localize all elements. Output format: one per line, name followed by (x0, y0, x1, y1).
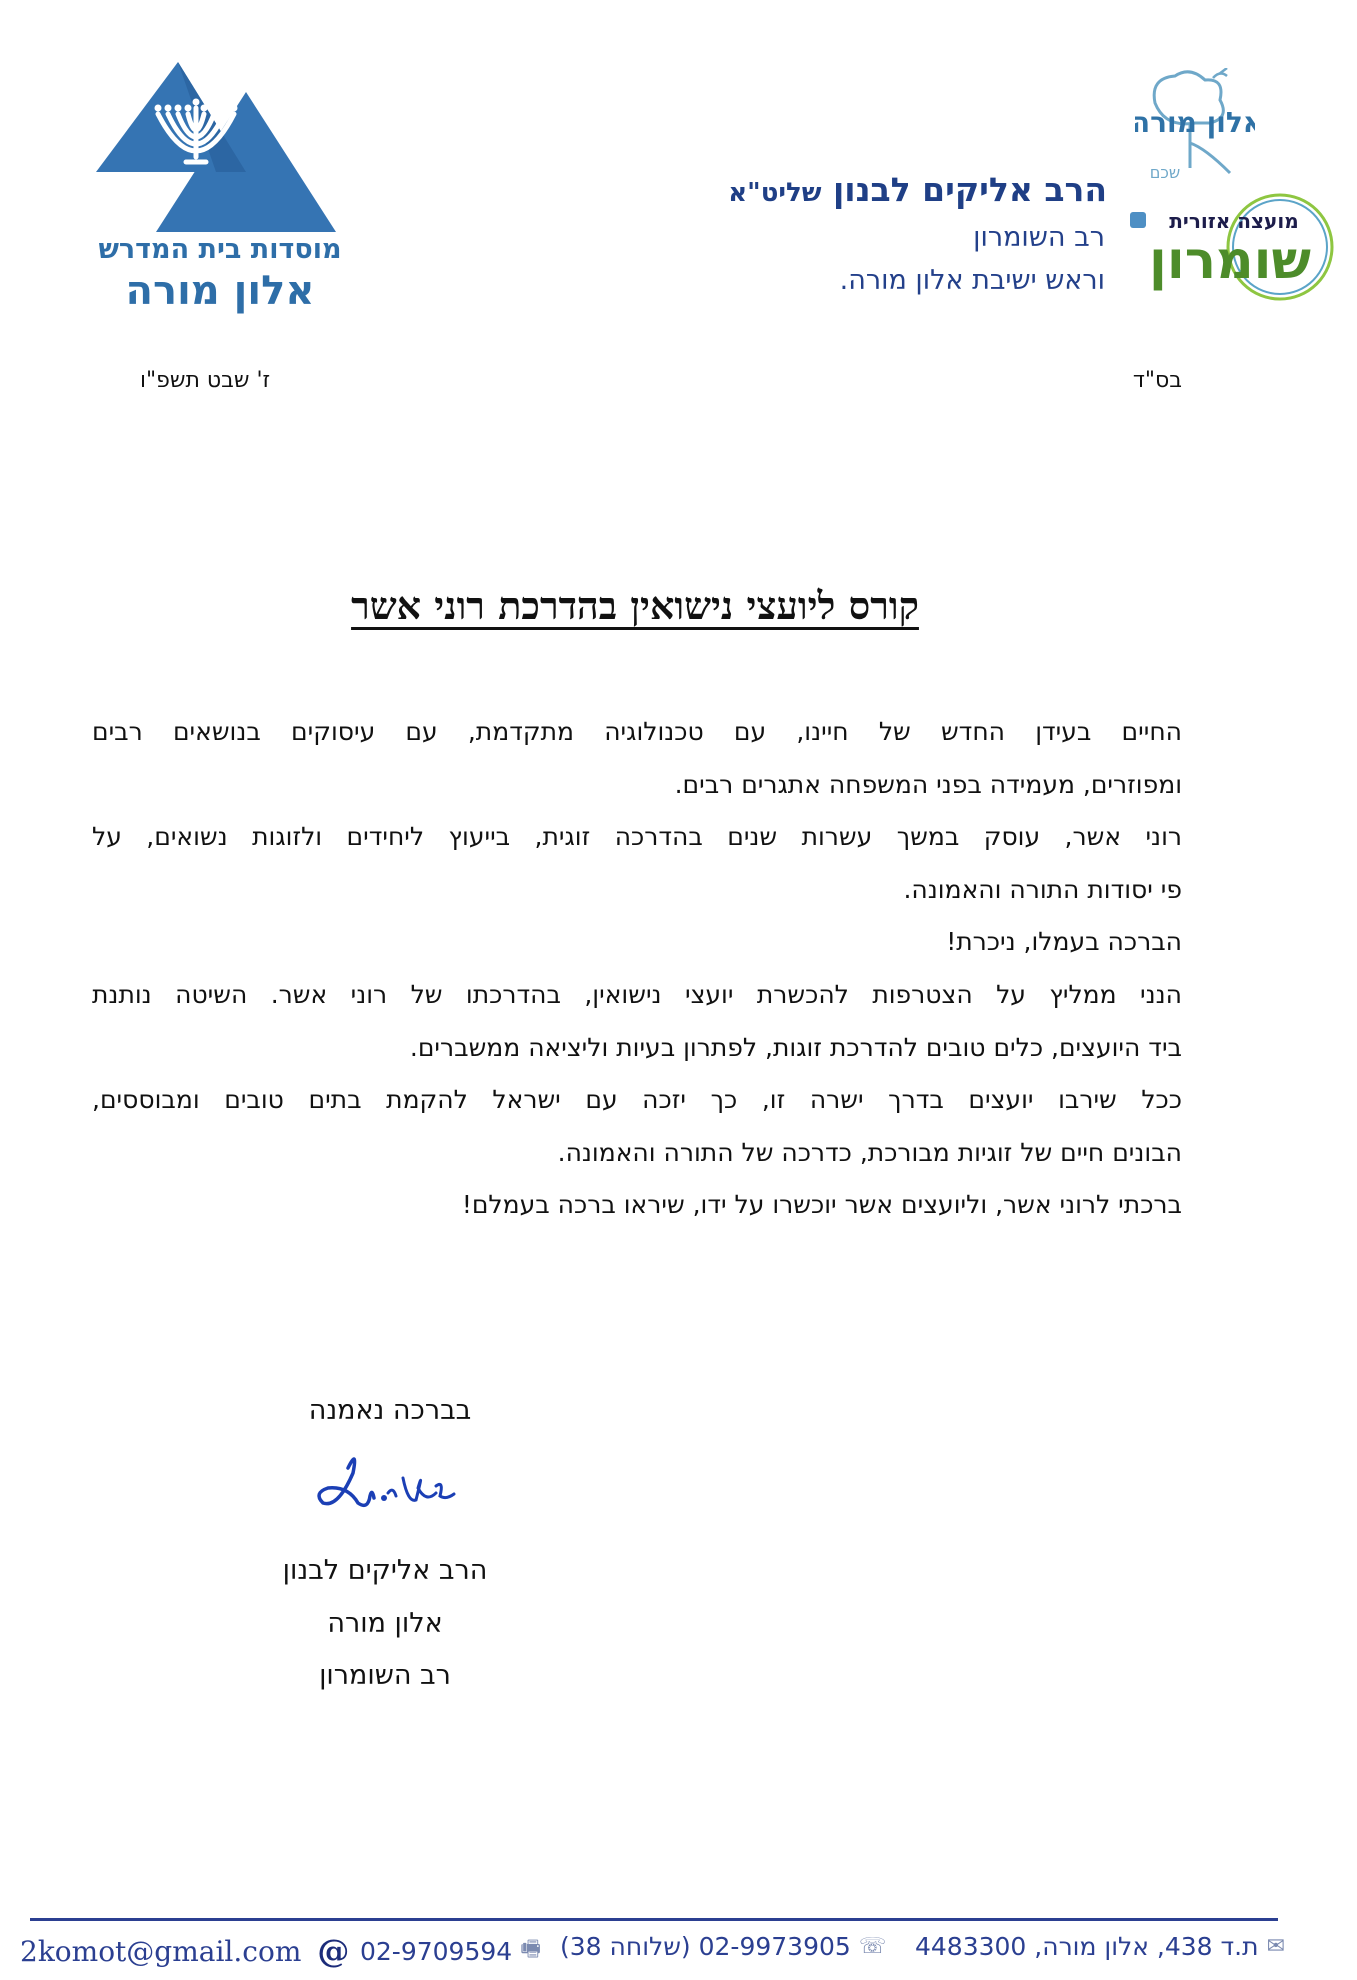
shomron-logo-main: שומרון (1149, 231, 1311, 291)
body-line: ככל שירבו יועצים בדרך ישרה זו, כך יזכה עם ישראל להקמת בתים טובים ומבוססים, (92, 1085, 1182, 1115)
body-line: פי יסודות התורה והאמונה. (903, 874, 1182, 904)
signatory-name: הרב אליקים לבנון (282, 1555, 488, 1586)
institution-name-line1: מוסדות בית המדרש (98, 234, 342, 265)
body-line: החיים בעידן החדש של חיינו, עם טכנולוגיה מתקדמת, עם עיסוקים בנושאים רבים (92, 717, 1182, 746)
fax-icon: 🖷 (520, 1937, 541, 1962)
signatory-title: רב השומרון (319, 1660, 451, 1691)
footer-contact (20, 1932, 1290, 1972)
elon-more-logo (1135, 68, 1255, 180)
menorah-mountain-icon (96, 62, 336, 237)
letter-body (92, 706, 1182, 1232)
body-line: ומפוזרים, מעמידה בפני המשפחה אתגרים רבים. (674, 769, 1182, 799)
institution-name-line2: אלון מורה (125, 268, 315, 314)
email-address[interactable]: 2komot@gmail.com (20, 1934, 302, 1968)
hebrew-date: ז' שבט תשפ"ו (140, 368, 271, 393)
council-emblem-icon (1130, 212, 1146, 228)
rabbi-title-line1: רב השומרון (973, 222, 1105, 253)
body-line: ברכתי לרוני אשר, וליועצים אשר יוכשרו על ידו, שיראו ברכה בעמלם! (461, 1190, 1182, 1220)
signatory-place: אלון מורה (327, 1608, 443, 1639)
fax-number: 02-9709594 (360, 1936, 513, 1966)
envelope-icon: ✉ (1266, 1934, 1285, 1959)
closing-greeting: בברכה נאמנה (308, 1395, 472, 1426)
rabbi-name: הרב אליקים לבנון (832, 170, 1107, 209)
phone-icon: ☏ (858, 1934, 887, 1959)
handwritten-signature (308, 1448, 468, 1528)
rabbi-name-heading (728, 170, 1107, 209)
postal-address: ת.ד 438, אלון מורה, 4483300 (915, 1932, 1259, 1961)
at-sign-icon: @ (317, 1932, 350, 1970)
elon-more-logo-sub: שכם (1149, 163, 1181, 180)
phone-number: 02-9973905 (שלוחה 38) (560, 1932, 851, 1961)
footer-fax (360, 1932, 541, 1970)
footer-address (915, 1932, 1285, 1961)
tree-icon (1135, 68, 1255, 180)
footer-email[interactable] (20, 1932, 349, 1970)
elon-more-logo-text: אלון מורה (1135, 106, 1255, 139)
footer-phone (560, 1932, 886, 1961)
bsd-mark: בס"ד (1132, 368, 1182, 393)
body-line: רוני אשר, עוסק במשך עשרות שנים בהדרכה זוגית, בייעוץ ליחידים ולזוגות נשואים, על (92, 822, 1182, 852)
rabbi-title-line2: וראש ישיבת אלון מורה. (839, 265, 1105, 296)
document-title: קורס ליועצי נישואין בהדרכת רוני אשר (351, 583, 919, 628)
body-line: הבונים חיים של זוגיות מבורכת, כדרכה של התורה והאמונה. (557, 1137, 1182, 1167)
footer-divider (30, 1918, 1278, 1921)
body-line: הברכה בעמלו, ניכרת! (946, 927, 1182, 957)
body-line: ביד היועצים, כלים טובים להדרכת זוגות, לפתרון בעיות וליציאה ממשברים. (409, 1032, 1182, 1062)
shomron-logo-top: מועצה אזורית (1169, 209, 1299, 233)
shomron-council-logo (1130, 190, 1335, 305)
institution-logo (96, 62, 336, 237)
body-line: הנני ממליץ על הצטרפות להכשרת יועצי נישואין, בהדרכתו של רוני אשר. השיטה נותנת (92, 979, 1182, 1009)
rabbi-honorific: שליט"א (728, 178, 822, 208)
